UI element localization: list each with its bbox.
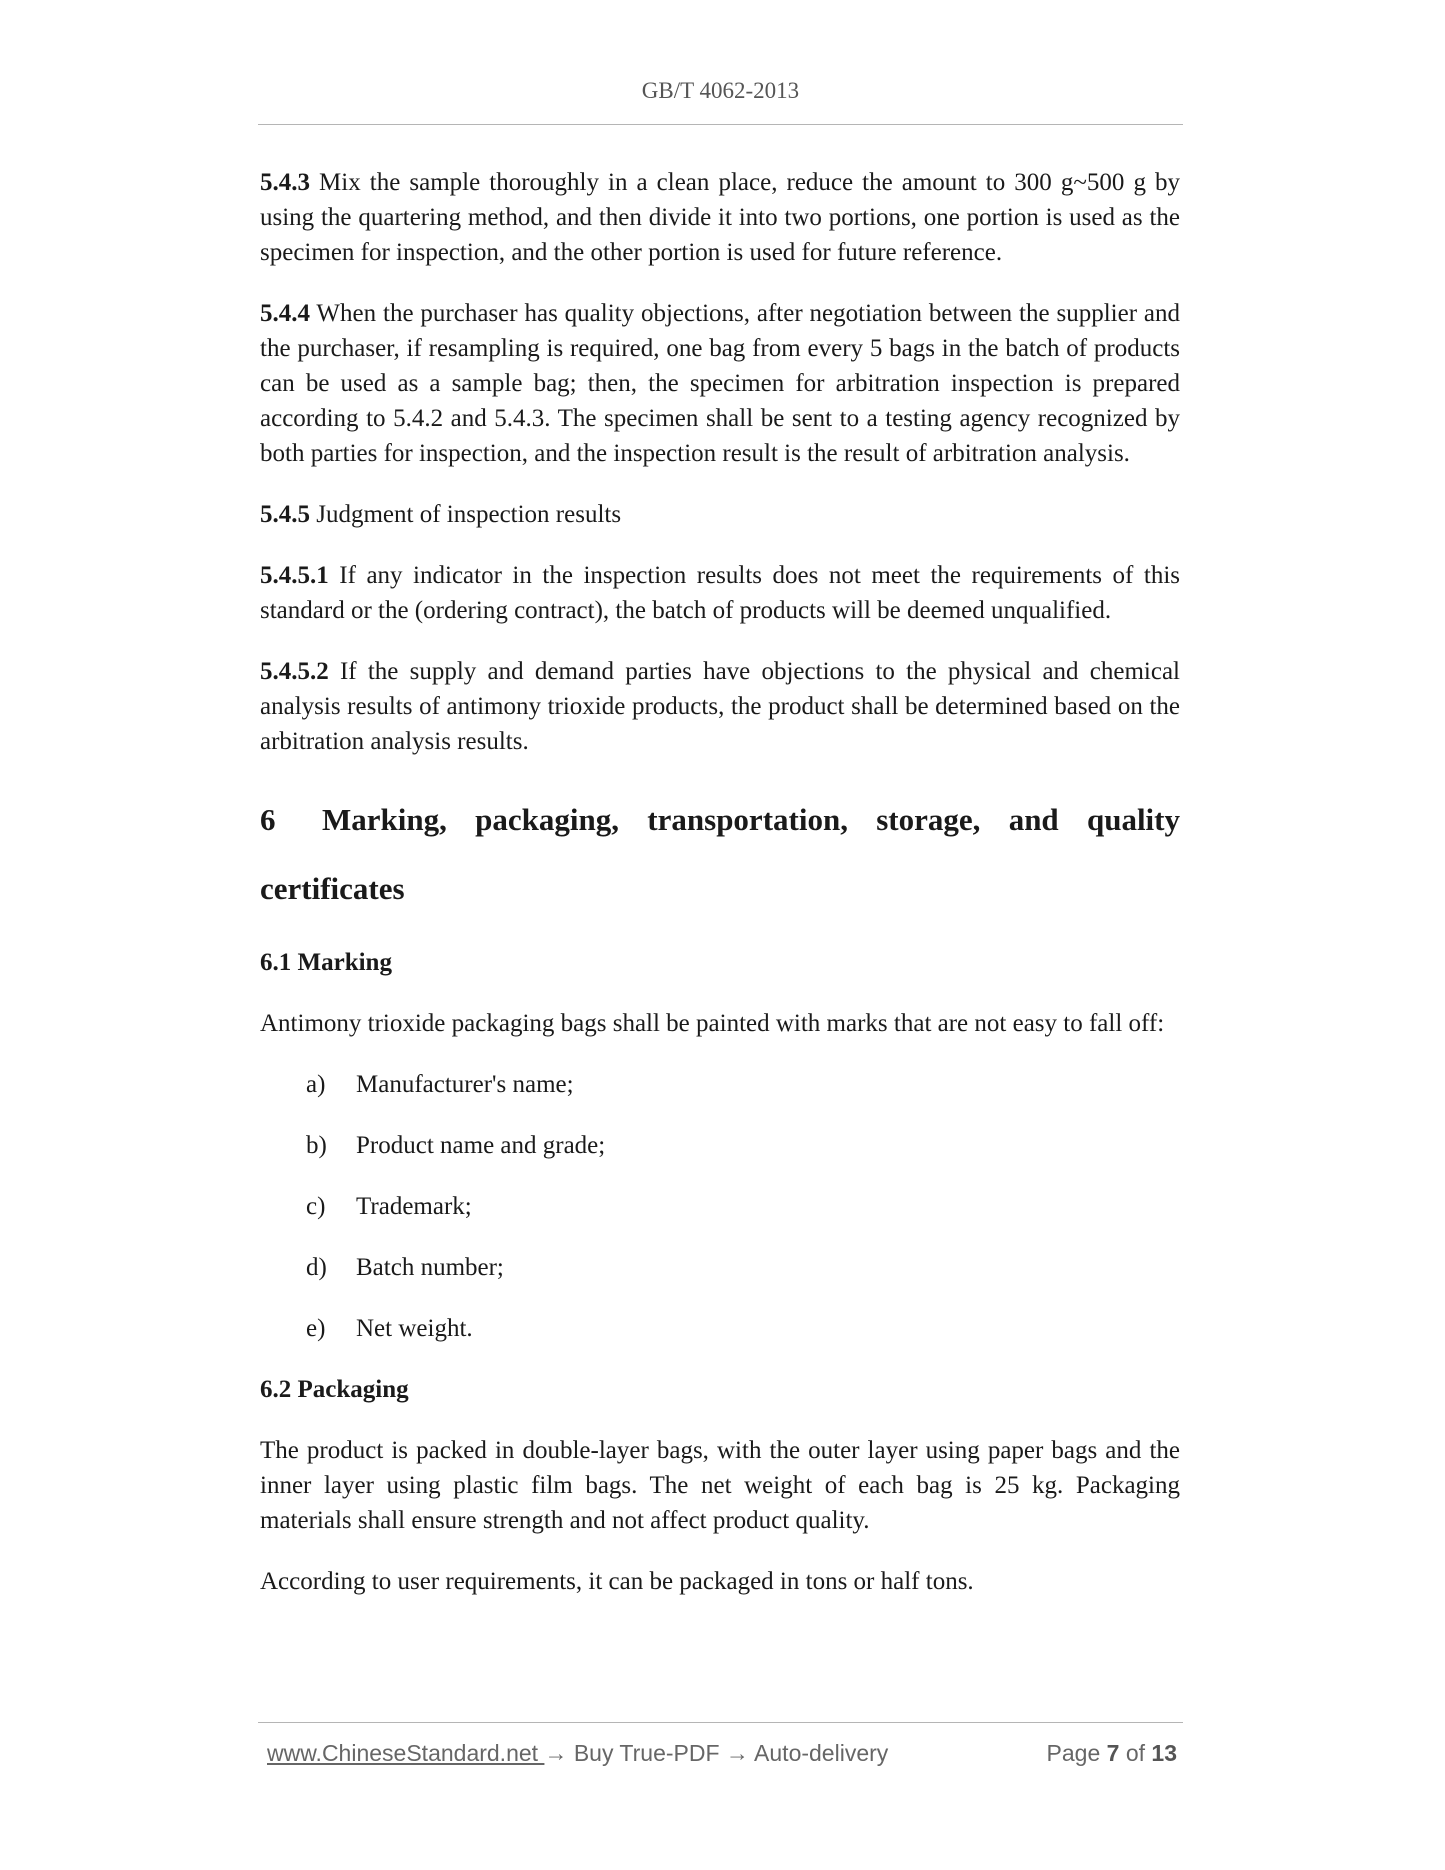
current-page: 7 — [1106, 1740, 1120, 1766]
clause-text: If the supply and demand parties have objections to the physical and chemical analysis results of antimony trioxide products, the product shall be determined based on the arbitration analysis results. — [260, 658, 1180, 755]
list-item — [260, 1128, 1180, 1163]
buy-pdf-text: Buy True-PDF — [567, 1740, 726, 1766]
list-text: Net weight. — [356, 1315, 473, 1342]
list-marker: b) — [306, 1132, 327, 1159]
clause-5-4-3 — [260, 165, 1180, 270]
clause-number: 5.4.5 — [260, 501, 310, 528]
clause-text: If any indicator in the inspection results does not meet the requirements of this standard or the (ordering contract), the batch of products will be deemed unqualified. — [260, 562, 1180, 624]
chapter-number: 6 — [260, 802, 276, 837]
clause-number: 5.4.3 — [260, 169, 310, 196]
marking-intro: Antimony trioxide packaging bags shall be painted with marks that are not easy to fall off: — [260, 1010, 1165, 1037]
document-header: GB/T 4062-2013 — [641, 78, 800, 103]
clause-text: Mix the sample thoroughly in a clean place, reduce the amount to 300 g~500 g by using the quartering method, and then divide it into two portions, one portion is used as the specimen for inspection, and the other portion is used for future reference. — [260, 169, 1180, 266]
clause-5-4-5-1 — [260, 558, 1180, 628]
header-divider — [258, 124, 1183, 125]
clause-5-4-5-2 — [260, 654, 1180, 759]
list-marker: a) — [306, 1071, 326, 1098]
page-indicator — [1047, 1740, 1177, 1767]
list-item — [260, 1189, 1180, 1224]
of-label: of — [1119, 1740, 1152, 1766]
clause-text: Judgment of inspection results — [310, 501, 622, 528]
clause-number: 5.4.4 — [260, 300, 310, 327]
list-marker: d) — [306, 1254, 327, 1281]
website-link[interactable]: www.ChineseStandard.net — [267, 1740, 545, 1766]
section-heading-packaging: 6.2 Packaging — [260, 1376, 409, 1403]
footer-promo — [267, 1740, 888, 1767]
list-item — [260, 1250, 1180, 1285]
chapter-title: Marking, packaging, transportation, storage, and quality certificates — [260, 802, 1180, 906]
section-heading-marking: 6.1 Marking — [260, 949, 392, 976]
list-item — [260, 1067, 1180, 1102]
auto-delivery-text: Auto-delivery — [748, 1740, 889, 1766]
list-text: Product name and grade; — [356, 1132, 606, 1159]
arrow-right-icon: → — [544, 1740, 568, 1766]
list-marker: c) — [306, 1193, 326, 1220]
list-text: Batch number; — [356, 1254, 504, 1281]
clause-5-4-5 — [260, 497, 1180, 532]
list-text: Trademark; — [356, 1193, 472, 1220]
page-label: Page — [1046, 1740, 1107, 1766]
list-text: Manufacturer's name; — [356, 1071, 574, 1098]
clause-5-4-4 — [260, 296, 1180, 471]
clause-number: 5.4.5.2 — [260, 658, 329, 685]
clause-number: 5.4.5.1 — [260, 562, 329, 589]
page-content — [260, 165, 1180, 1625]
packaging-paragraph-tons: According to user requirements, it can be packaged in tons or half tons. — [260, 1568, 974, 1595]
total-pages: 13 — [1151, 1740, 1177, 1766]
arrow-right-icon: → — [725, 1740, 749, 1766]
page-footer — [267, 1740, 1177, 1774]
list-item — [260, 1311, 1180, 1346]
clause-text: When the purchaser has quality objections, after negotiation between the supplier and the purchaser, if resampling is required, one bag from every 5 bags in the batch of products can be used as a sample bag; then, the specimen for arbitration inspection is prepared according to 5.4.2 and 5.4.3. The specimen shall be sent to a testing agency recognized by both parties for inspection, and the inspection result is the result of arbitration analysis. — [260, 300, 1180, 467]
list-marker: e) — [306, 1315, 326, 1342]
footer-divider — [258, 1722, 1183, 1723]
packaging-paragraph: The product is packed in double-layer bags, with the outer layer using paper bags and the inner layer using plastic film bags. The net weight of each bag is 25 kg. Packaging materials shall ensure strength and not affect product quality. — [260, 1437, 1180, 1534]
chapter-heading — [260, 785, 1180, 923]
